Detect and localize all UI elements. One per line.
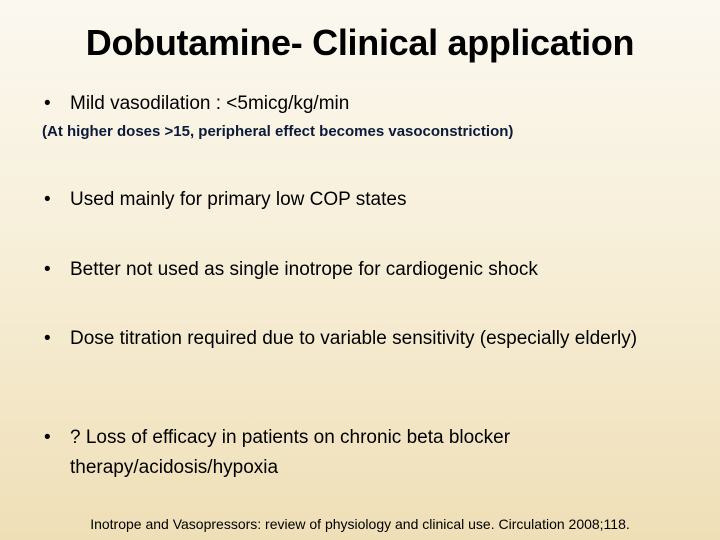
bullet-text: Used mainly for primary low COP states xyxy=(70,189,407,210)
bullet-dot-icon: • xyxy=(44,427,51,448)
dose-note: (At higher doses >15, peripheral effect becomes vasoconstriction) xyxy=(42,123,514,140)
bullet-item-cardiogenic-shock xyxy=(44,255,674,285)
bullet-dot-icon: • xyxy=(44,259,51,280)
bullet-text: Better not used as single inotrope for cardiogenic shock xyxy=(70,259,538,280)
bullet-item-vasodilation xyxy=(44,89,674,119)
bullet-item-loss-of-efficacy xyxy=(44,423,674,483)
bullet-dot-icon: • xyxy=(44,189,51,210)
bullet-dot-icon: • xyxy=(44,328,51,349)
citation: Inotrope and Vasopressors: review of physiology and clinical use. Circulation 2008;118. xyxy=(90,516,630,532)
bullet-item-dose-titration xyxy=(44,324,674,354)
bullet-text: Dose titration required due to variable sensitivity (especially elderly) xyxy=(70,328,638,349)
bullet-dot-icon: • xyxy=(44,93,51,114)
bullet-item-low-cop xyxy=(44,185,674,215)
slide-title: Dobutamine- Clinical application xyxy=(85,22,635,63)
bullet-text: Mild vasodilation : <5micg/kg/min xyxy=(70,93,350,114)
bullet-text: ? Loss of efficacy in patients on chronic beta blocker therapy/acidosis/hypoxia xyxy=(70,427,511,478)
